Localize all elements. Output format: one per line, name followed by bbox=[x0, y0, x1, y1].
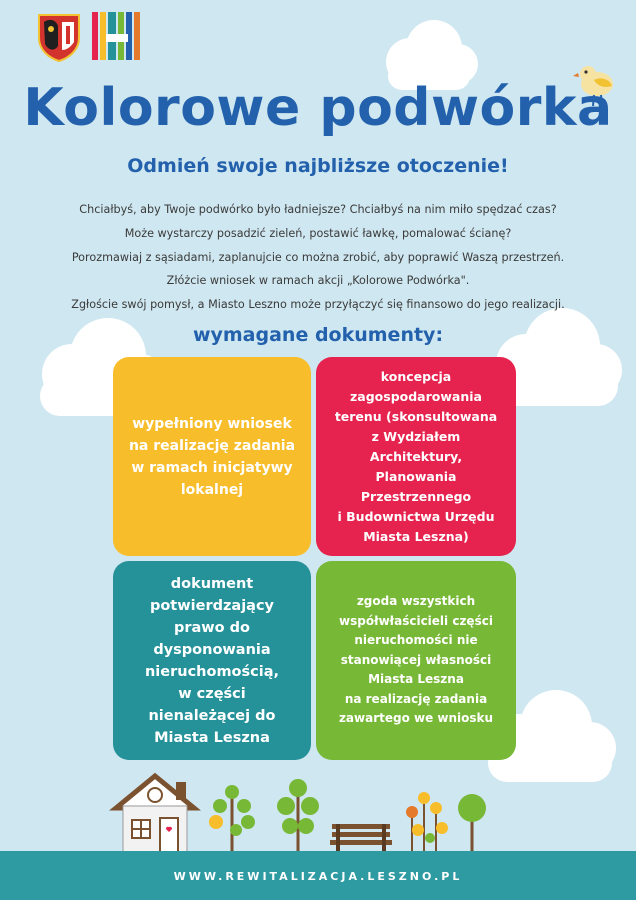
poster-title: Kolorowe podwórka bbox=[23, 78, 613, 138]
document-card-application bbox=[113, 357, 311, 556]
documents-heading: wymagane dokumenty: bbox=[192, 324, 444, 346]
card-line: potwierdzający bbox=[149, 597, 274, 614]
card-line: stanowiącej własności bbox=[340, 652, 492, 667]
card-line: Planowania bbox=[375, 468, 457, 484]
card-line: terenu (skonsultowana bbox=[334, 408, 498, 424]
document-card-consent bbox=[316, 561, 516, 760]
document-card-concept bbox=[316, 357, 516, 556]
card-line: prawo do bbox=[173, 619, 251, 636]
card-line: zgoda wszystkich bbox=[356, 594, 476, 609]
card-line: Miasta Leszna bbox=[154, 729, 270, 746]
city-crest-icon bbox=[36, 12, 82, 62]
card-line: wypełniony wniosek bbox=[132, 415, 292, 432]
bench-icon bbox=[330, 824, 392, 854]
poster-subtitle: Odmień swoje najbliższe otoczenie! bbox=[127, 155, 509, 177]
tree-icon bbox=[406, 792, 448, 852]
card-line: na realizację zadania bbox=[128, 437, 296, 454]
tree-icon bbox=[458, 794, 486, 852]
tree-icon bbox=[277, 779, 319, 852]
document-card-text bbox=[335, 367, 497, 547]
card-line: koncepcja bbox=[380, 368, 452, 384]
card-line: dysponowania bbox=[153, 641, 271, 658]
card-line: w ramach inicjatywy bbox=[131, 459, 293, 476]
card-line: Miasta Leszna bbox=[368, 672, 464, 687]
card-line: z Wydziałem bbox=[371, 428, 461, 444]
card-line: nienależącej do bbox=[148, 707, 276, 724]
intro-text bbox=[0, 198, 636, 317]
yard-scene bbox=[0, 770, 636, 855]
card-line: zawartego we wniosku bbox=[338, 711, 494, 726]
document-card-text bbox=[339, 592, 493, 729]
intro-line: Zgłoście swój pomysł, a Miasto Leszno może przyłączyć się finansowo do jego realizacji. bbox=[71, 298, 565, 312]
intro-line: Chciałbyś, aby Twoje podwórko było ładniejsze? Chciałbyś na nim miło spędzać czas? bbox=[79, 203, 557, 216]
card-line: Przestrzennego bbox=[360, 488, 472, 504]
intro-line: Może wystarczy posadzić zieleń, postawić ławkę, pomalować ścianę? bbox=[124, 226, 512, 240]
card-line: na realizację zadania bbox=[344, 691, 488, 706]
document-card-ownership bbox=[113, 561, 311, 760]
card-line: lokalnej bbox=[180, 481, 244, 498]
card-line: zagospodarowania bbox=[350, 388, 482, 404]
tree-icon bbox=[209, 785, 255, 852]
document-card-text bbox=[129, 413, 295, 501]
card-line: Architektury, bbox=[369, 448, 463, 464]
revitalization-logo-icon bbox=[92, 12, 142, 60]
card-line: współwłaścicieli części bbox=[339, 613, 493, 628]
intro-line: Porozmawiaj z sąsiadami, zaplanujcie co można zrobić, aby poprawić Waszą przestrzeń. bbox=[71, 250, 565, 264]
card-line: nieruchomości nie bbox=[354, 633, 478, 648]
card-line: i Budownictwa Urzędu bbox=[337, 508, 495, 524]
card-line: w części bbox=[178, 685, 246, 702]
card-line: nieruchomością, bbox=[144, 663, 280, 680]
intro-line: Złóżcie wniosek w ramach akcji „Kolorowe Podwórka". bbox=[166, 274, 470, 288]
card-line: dokument bbox=[170, 575, 254, 592]
house-icon bbox=[116, 776, 194, 855]
website-link[interactable]: WWW.REWITALIZACJA.LESZNO.PL bbox=[173, 870, 463, 883]
document-card-text bbox=[145, 573, 279, 749]
card-line: Miasta Leszna) bbox=[363, 528, 469, 544]
